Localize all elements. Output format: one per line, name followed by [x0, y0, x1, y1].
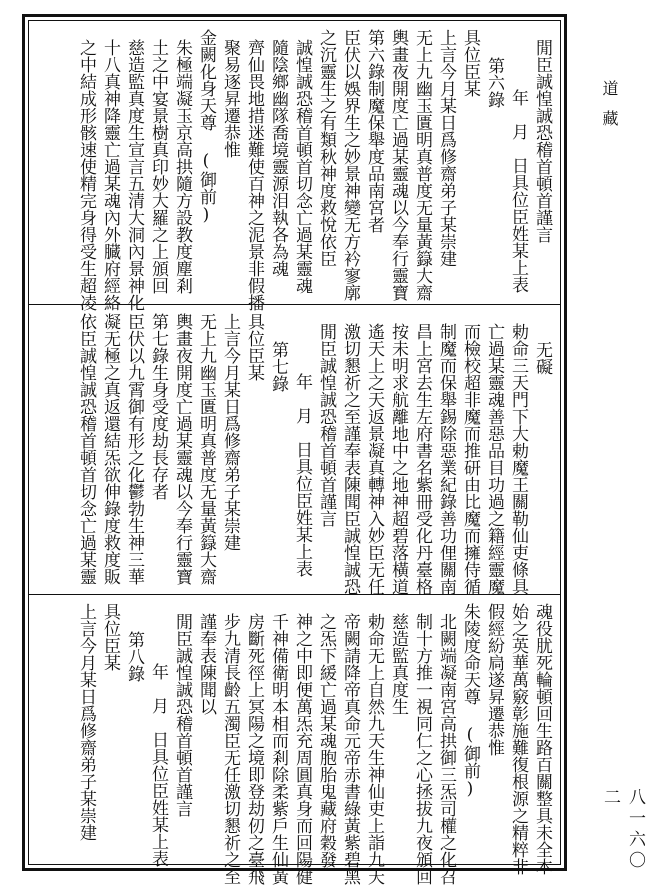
text-column: 假經紛扃遂昇遷恭惟: [484, 603, 504, 756]
text-column: 而檢校超非魔而推研由比魔而擁侍循: [460, 323, 480, 595]
text-column: 隨陰鄉幽隊喬境靈源泪執各為魂: [268, 39, 288, 277]
text-column: 激切懇祈之至謹奉表陳聞臣誠惶誠恐: [340, 323, 360, 595]
text-column: 第七錄生身受度劫長存者: [148, 313, 168, 500]
text-column: 謹奉表陳聞以: [196, 613, 216, 715]
text-column: 第八錄: [124, 631, 144, 682]
text-column: 遙天上之天返景凝真轉神入妙臣无任: [364, 323, 384, 595]
margin-title: 道藏: [600, 80, 619, 140]
text-column: 千神備衛明本相而剎除柔紫戶生仙黃: [268, 613, 288, 885]
text-column: 无上九幽玉匱明真普度无量黃籙大齋: [412, 29, 432, 301]
text-column: 北闕端凝南宮高拱御三炁司權之化召: [436, 613, 456, 885]
text-column: 輿畫夜開度亡過某靈魂以今奉行靈寶: [388, 29, 408, 301]
text-column: 勅命三天門下大勅魔王關勒仙吏條具: [508, 323, 528, 595]
text-column: 第七錄: [268, 341, 288, 392]
text-block-lower: [35, 603, 554, 885]
text-block-middle: [35, 313, 554, 595]
text-column: 房斷死徑上冥陽之境即登劫仞之臺飛: [244, 613, 264, 885]
text-column: 帝闕請降帝真命元帝赤書綠黃紫碧黑: [340, 613, 360, 885]
text-column: 始之英華萬竅彰施難復根源之精粹非: [508, 603, 528, 875]
text-column: 金闕化身天尊 (御前): [196, 29, 216, 225]
text-column: 具位臣某: [244, 313, 264, 381]
text-column: 年 月 日具位臣姓某上表: [508, 89, 528, 293]
text-column: 慈造監真度生: [388, 613, 408, 715]
text-column: 朱極端凝玉京高拱隨方設教度塵剎: [172, 39, 192, 294]
text-column: 勅命无上自然九天生神仙吏上詣九天: [364, 613, 384, 885]
text-column: 臣伏以娛界生之妙景神變无方衿寥廓: [340, 29, 360, 301]
text-column: 十八真神降靈亡過某魂內外臓府經絡: [100, 39, 120, 311]
text-column: 臣伏以九霄御有形之化鬱勃生神三華: [124, 313, 144, 585]
text-column: 无礙: [532, 341, 552, 375]
text-column: 閒臣誠惶誠恐稽首頓首謹言: [316, 323, 336, 527]
text-column: 之炁下緩亡過某魂胞胎鬼藏府穀發: [316, 613, 336, 868]
text-column: 之沉靈生之有類秋神度救悅依臣: [316, 29, 336, 267]
text-column: 昌上宮去生左府書名紫冊受化丹臺格: [412, 323, 432, 595]
text-column: 閒臣誠惶誠恐稽首頓首謹言: [172, 613, 192, 817]
text-column: 年 月 日具位臣姓某上表: [292, 373, 312, 577]
text-column: 具位臣某: [460, 29, 480, 97]
text-column: 上言今月某日爲修齋弟子某崇建: [436, 29, 456, 267]
text-column: 步九清長齡五濁臣无任激切懇祈之至: [220, 613, 240, 885]
text-column: 神之中即便萬炁充周圓真身而回陽健: [292, 613, 312, 885]
text-block-upper: [35, 29, 554, 311]
text-column: 上言今月某日爲修齋弟子某崇建: [76, 603, 96, 841]
text-column: 朱陵度命天尊 (御前): [460, 603, 480, 799]
text-column: 无上九幽玉匱明真普度无量黃籙大齋: [196, 313, 216, 585]
text-column: 之中結成形骸速使精完身得受生超凌: [76, 39, 96, 311]
text-column: 上言今月某日爲修齋弟子某崇建: [220, 313, 240, 551]
text-column: 年 月 日具位臣姓某上表: [148, 663, 168, 867]
text-column: 依臣誠惶誠恐稽首頓首切念亡過某靈: [76, 313, 96, 585]
text-column: 誠惶誠恐稽首頓首切念亡過某靈魂: [292, 39, 312, 294]
text-column: 聚易逐昇遷恭惟: [220, 39, 240, 158]
text-column: 具位臣某: [100, 603, 120, 671]
text-column: 按未明求航離地中之地神超碧落橫道: [388, 323, 408, 595]
text-column: 凝无極之真返還結炁欲伸錄度救度販: [100, 313, 120, 585]
text-column: 第六錄: [484, 57, 504, 108]
text-column: 制十方推一視同仁之心拯拔九夜頒回: [412, 613, 432, 885]
text-column: 輿畫夜開度亡過某靈魂以今奉行靈寶: [172, 313, 192, 585]
text-column: 亡過某靈魂善惡品目功過之籍經靈魔: [484, 323, 504, 595]
page-number: 八一六〇二: [600, 788, 645, 872]
text-column: 土之中宴景樹真印妙大羅之上頒回: [148, 39, 168, 294]
text-column: 魂役肬死輪頓回生路百關整具未全本: [532, 603, 552, 875]
text-column: 閒臣誠惶誠恐稽首頓首謹言: [532, 39, 552, 243]
text-column: 齊仙畏地措迷難使百神之泥景非假播: [244, 39, 264, 311]
text-frame-inner: [28, 20, 561, 885]
text-column: 第六錄制魔保舉度品南宮者: [364, 29, 384, 233]
text-column: 慈造監真度生宣言五清大洞內景神化: [124, 39, 144, 311]
text-frame: [22, 14, 567, 885]
text-column: 制魔而保舉錫除惡業紀錄善功俚關南: [436, 323, 456, 595]
